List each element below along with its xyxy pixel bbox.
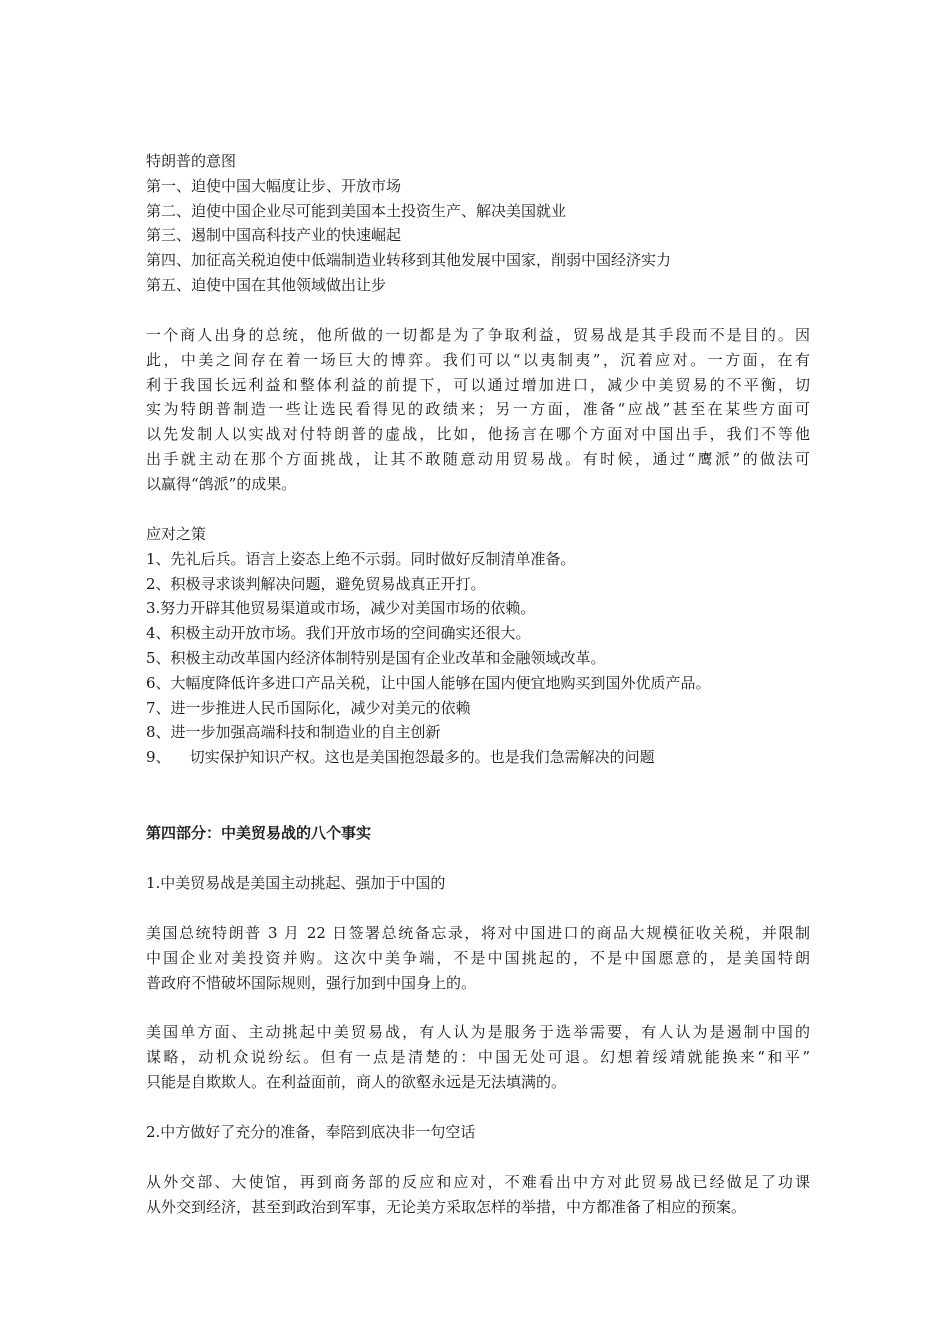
fact1-paragraph-1 (146, 921, 810, 995)
paragraph-line: 实为特朗普制造一些让选民看得见的政绩来；另一方面，准备“应战”甚至在某些方面可 (146, 400, 810, 419)
countermeasure-item: 1、先礼后兵。语言上姿态上绝不示弱。同时做好反制清单准备。 (146, 549, 576, 568)
countermeasure-item: 9、 切实保护知识产权。这也是美国抱怨最多的。也是我们急需解决的问题 (146, 748, 655, 767)
intent-item: 第四、加征高关税迫使中低端制造业转移到其他发展中国家，削弱中国经济实力 (146, 251, 672, 270)
paragraph-line: 以赢得“鸽派”的成果。 (146, 474, 297, 493)
fact-title: 2.中方做好了充分的准备，奉陪到底决非一句空话 (146, 1123, 476, 1141)
fact2-paragraph-1 (146, 1170, 810, 1220)
countermeasure-item: 7、进一步推进人民币国际化，减少对美元的依赖 (146, 698, 471, 717)
analysis-paragraph (146, 323, 810, 497)
paragraph-line: 从外交到经济，甚至到政治到军事，无论美方采取怎样的举措，中方都准备了相应的预案。 (146, 1197, 747, 1216)
paragraph-line: 从外交部、大使馆，再到商务部的反应和应对，不难看出中方对此贸易战已经做足了功课 (146, 1173, 810, 1191)
paragraph-line: 中国企业对美投资并购。这次中美争端，不是中国挑起的，不是中国愿意的，是美国特朗 (146, 948, 810, 967)
paragraph-line: 谋略，动机众说纷纭。但有一点是清楚的：中国无处可退。幻想着绥靖就能换来“和平” (146, 1047, 810, 1066)
fact-title: 1.中美贸易战是美国主动挑起、强加于中国的 (146, 874, 446, 892)
paragraph-line: 美国单方面、主动挑起中美贸易战，有人认为是服务于选举需要，有人认为是遏制中国的 (146, 1023, 810, 1041)
intent-item: 第三、遏制中国高科技产业的快速崛起 (146, 226, 402, 245)
countermeasures-section (146, 522, 810, 770)
fact2-title-block (146, 1120, 810, 1145)
countermeasure-item: 2、积极寻求谈判解决问题，避免贸易战真正开打。 (146, 574, 486, 593)
paragraph-line: 一个商人出身的总统，他所做的一切都是为了争取利益，贸易战是其手段而不是目的。因 (146, 326, 810, 344)
paragraph-line: 普政府不惜破坏国际规则，强行加到中国身上的。 (146, 973, 477, 992)
countermeasure-item: 8、进一步加强高端科技和制造业的自主创新 (146, 723, 441, 742)
fact1-paragraph-2 (146, 1020, 810, 1094)
paragraph-line: 此，中美之间存在着一场巨大的博弈。我们可以“以夷制夷”，沉着应对。一方面，在有 (146, 350, 810, 369)
fact1-title-block (146, 871, 810, 896)
countermeasure-item: 4、积极主动开放市场。我们开放市场的空间确实还很大。 (146, 624, 531, 643)
countermeasure-item: 6、大幅度降低许多进口产品关税，让中国人能够在国内便宜地购买到国外优质产品。 (146, 673, 711, 692)
part4-section (146, 821, 810, 846)
intent-item: 第一、迫使中国大幅度让步、开放市场 (146, 176, 402, 195)
intent-title: 特朗普的意图 (146, 152, 237, 170)
countermeasure-item: 5、积极主动改革国内经济体制特别是国有企业改革和金融领域改革。 (146, 648, 606, 667)
paragraph-line: 利于我国长远利益和整体利益的前提下，可以通过增加进口，减少中美贸易的不平衡，切 (146, 375, 810, 394)
countermeasure-item: 3.努力开辟其他贸易渠道或市场，减少对美国市场的依赖。 (146, 599, 536, 618)
countermeasures-title: 应对之策 (146, 525, 207, 543)
paragraph-line: 以先发制人以实战对付特朗普的虚战，比如，他扬言在哪个方面对中国出手，我们不等他 (146, 425, 810, 444)
intent-item: 第五、迫使中国在其他领域做出让步 (146, 275, 387, 294)
paragraph-line: 美国总统特朗普 3 月 22 日签署总统备忘录，将对中国进口的商品大规模征收关税，并限制 (146, 924, 810, 942)
intent-item: 第二、迫使中国企业尽可能到美国本土投资生产、解决美国就业 (146, 201, 567, 220)
section-heading: 第四部分：中美贸易战的八个事实 (146, 824, 372, 842)
paragraph-line: 只能是自欺欺人。在利益面前，商人的欲壑永远是无法填满的。 (146, 1072, 567, 1091)
paragraph-line: 出手就主动在那个方面挑战，让其不敢随意动用贸易战。有时候，通过“鹰派”的做法可 (146, 449, 810, 468)
intent-section (146, 149, 810, 298)
